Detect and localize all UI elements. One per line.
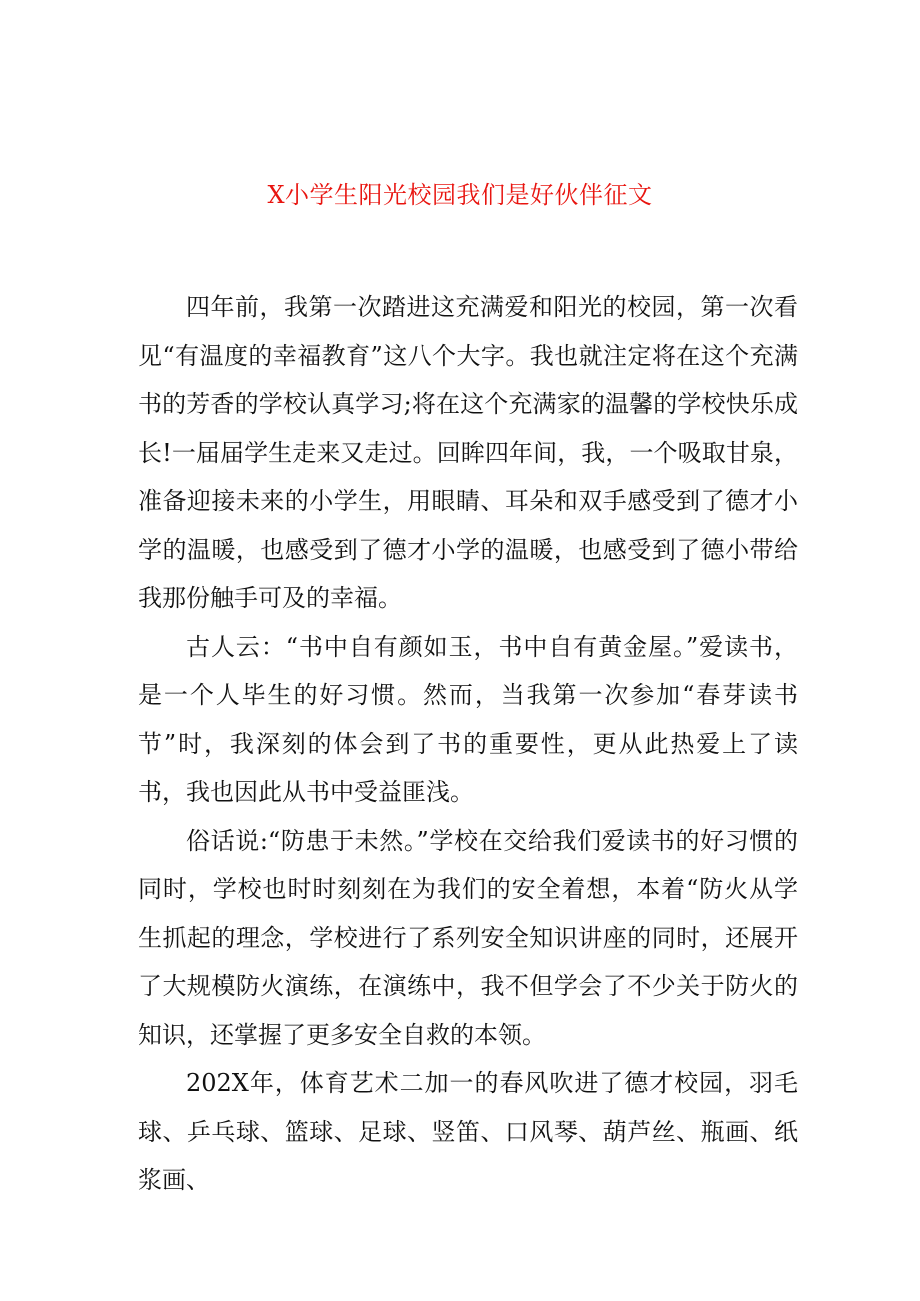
paragraph-3: 俗话说:“防患于未然。”学校在交给我们爱读书的好习惯的同时，学校也时时刻刻在为我们的安全着想，本着“防火从学生抓起的理念，学校进行了系列安全知识讲座的同时，还展开了大规模防火演练，在演练中，我不但学会了不少关于防火的知识，还掌握了更多安全自救的本领。 xyxy=(138,826,798,1049)
document-body xyxy=(138,283,798,1205)
paragraph-1: 四年前，我第一次踏进这充满爱和阳光的校园，第一次看见“有温度的幸福教育”这八个大字。我也就注定将在这个充满书的芳香的学校认真学习;将在这个充满家的温馨的学校快乐成长!一届届学生走来又走过。回眸四年间，我，一个吸取甘泉，准备迎接未来的小学生，用眼睛、耳朵和双手感受到了德才小学的温暖，也感受到了德才小学的温暖，也感受到了德小带给我那份触手可及的幸福。 xyxy=(138,293,798,612)
paragraph-2: 古人云：“书中自有颜如玉，书中自有黄金屋。”爱读书，是一个人毕生的好习惯。然而，当我第一次参加“春芽读书节”时，我深刻的体会到了书的重要性，更从此热爱上了读书，我也因此从书中受益匪浅。 xyxy=(138,632,798,806)
paragraph-4: 202X年，体育艺术二加一的春风吹进了德才校园，羽毛球、乒乓球、篮球、足球、竖笛、口风琴、葫芦丝、瓶画、纸浆画、 xyxy=(138,1069,798,1194)
document-title: X小学生阳光校园我们是好伙伴征文 xyxy=(267,181,653,209)
